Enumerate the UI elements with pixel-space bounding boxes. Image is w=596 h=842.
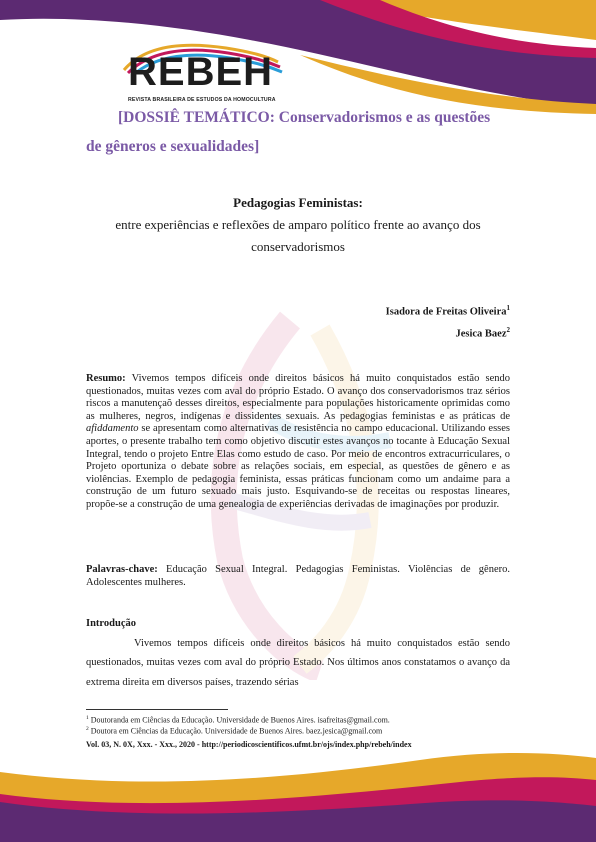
footnote-ref-1[interactable]: 1	[506, 304, 510, 312]
dossie-title-line2: de gêneros e sexualidades]	[86, 138, 260, 155]
footnote-2: $^2$ Doutora em Ciências da Educação. Universidade de Buenos Aires. baez.jesica@gmail.com	[86, 726, 383, 736]
footnote-1: $^1$ Doutoranda em Ciências da Educação. Universidade de Buenos Aires. isafreitas@gmail.com.	[86, 715, 390, 725]
abstract-label: Resumo:	[86, 373, 126, 384]
footnote-divider	[86, 709, 228, 710]
article-subtitle-line2: conservadorismos	[251, 239, 345, 254]
author-2: Jesica Baez$^2$	[455, 326, 510, 340]
article-title: Pedagogias Feministas:	[233, 195, 363, 210]
keywords-paragraph: Palavras-chave: Educação Sexual Integral. Pedagogias Feministas. Violências de gênero. Adolescentes mulheres.	[86, 564, 510, 588]
introduction-paragraph: Vivemos tempos difíceis onde direitos básicos há muito conquistados estão sendo questionados, muitas vezes com aval do próprio Estado. Nos últimos anos constatamos o avanço da extrema direita em diversos países, trazendo sérias	[86, 638, 510, 688]
keywords-label: Palavras-chave:	[86, 564, 158, 575]
article-subtitle-line1: entre experiências e reflexões de amparo político frente ao avanço dos	[115, 217, 481, 232]
footnote-ref-2[interactable]: 2	[506, 326, 510, 334]
author-1: Isadora de Freitas Oliveira$^1$	[385, 304, 510, 318]
volume-info-line[interactable]: Vol. 03, N. 0X, Xxx. - Xxx., 2020 - http://periodicoscientificos.ufmt.br/ojs/index.php/rebeh/index	[86, 740, 412, 749]
introduction-heading: Introdução	[86, 618, 136, 629]
dossie-title-line1: [DOSSIÊ TEMÁTICO: Conservadorismos e as questões	[118, 109, 491, 126]
journal-logo-wordmark: REBEH	[128, 50, 274, 94]
journal-logo-subtitle: REVISTA BRASILEIRA DE ESTUDOS DA HOMOCULTURA	[128, 97, 276, 103]
footer-wave-decoration	[0, 752, 596, 842]
header-wave-decoration	[0, 0, 596, 120]
abstract-paragraph: Resumo: Vivemos tempos difíceis onde direitos básicos há muito conquistados estão sendo questionados, muitas vezes com aval do próprio Estado. O avanço dos conservadorismos traz sérios riscos a manutençaõ desses direitos, especialmente para populações historicamente oprimidas como as mulheres, negros, indígenas e dissidentes sexuais. As pedagogias feministas e as práticas de afiddamento se apresentam como alternativas de resistência no campo educacional. Utilizando esses aportes, o presente trabalho tem como objetivo discutir estes avanços no tocante à Educação Sexual Integral, tendo o projeto Entre Elas como estudo de caso. Por meio de encontros extracurriculares, o Projeto oportuniza o debate sobre as relações sociais, em especial, as questões de gênero e as violências. Exemplo de pedagogia feminista, essas práticas funcionam como um andaime para a construção de um futuro sexuado mais justo. Esquivando-se de receitas ou respostas lineares, propõe-se a construção de uma genealogia de experiências derivadas de imaginações por produzir.	[86, 373, 510, 510]
